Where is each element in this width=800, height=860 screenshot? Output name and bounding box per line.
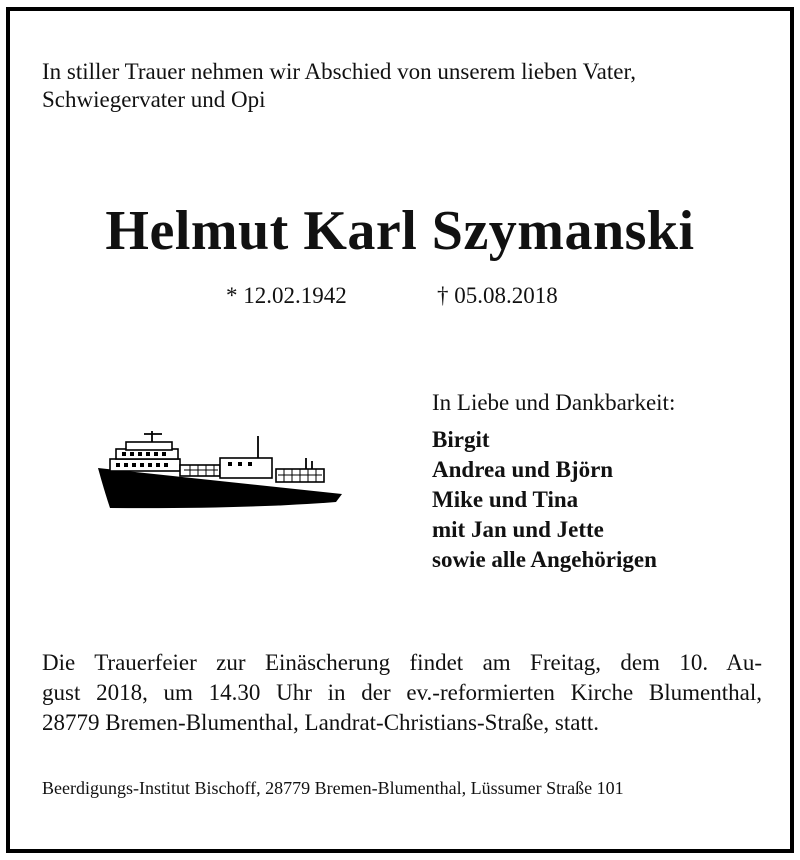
intro-line-2: Schwiegervater und Opi — [42, 87, 266, 112]
ceremony-line-3: 28779 Bremen-Blumenthal, Landrat-Christians-Straße, statt. — [42, 710, 599, 735]
ship-icon — [96, 428, 346, 512]
mourners-list — [432, 425, 657, 575]
death-date: † 05.08.2018 — [437, 283, 558, 308]
mourner-name: Birgit — [432, 427, 490, 452]
birth-date: * 12.02.1942 — [226, 283, 347, 308]
ceremony-line-2: gust 2018, um 14.30 Uhr in der ev.-reformierten Kirche Blumenthal, — [42, 680, 762, 705]
thanks-label: In Liebe und Dankbarkeit: — [432, 390, 676, 415]
ceremony-text — [42, 648, 762, 738]
mourner-name: mit Jan und Jette — [432, 517, 604, 542]
ceremony-line-1: Die Trauerfeier zur Einäscherung findet am Freitag, dem 10. Au- — [42, 650, 762, 675]
intro-line-1: In stiller Trauer nehmen wir Abschied von unserem lieben Vater, — [42, 59, 636, 84]
mourner-name: sowie alle Angehörigen — [432, 547, 657, 572]
mourner-name: Mike und Tina — [432, 487, 579, 512]
deceased-name: Helmut Karl Szymanski — [105, 200, 695, 262]
mourner-name: Andrea und Björn — [432, 457, 614, 482]
funeral-home-info: Beerdigungs-Institut Bischoff, 28779 Bremen-Blumenthal, Lüssumer Straße 101 — [42, 778, 624, 798]
intro-text — [42, 58, 762, 114]
